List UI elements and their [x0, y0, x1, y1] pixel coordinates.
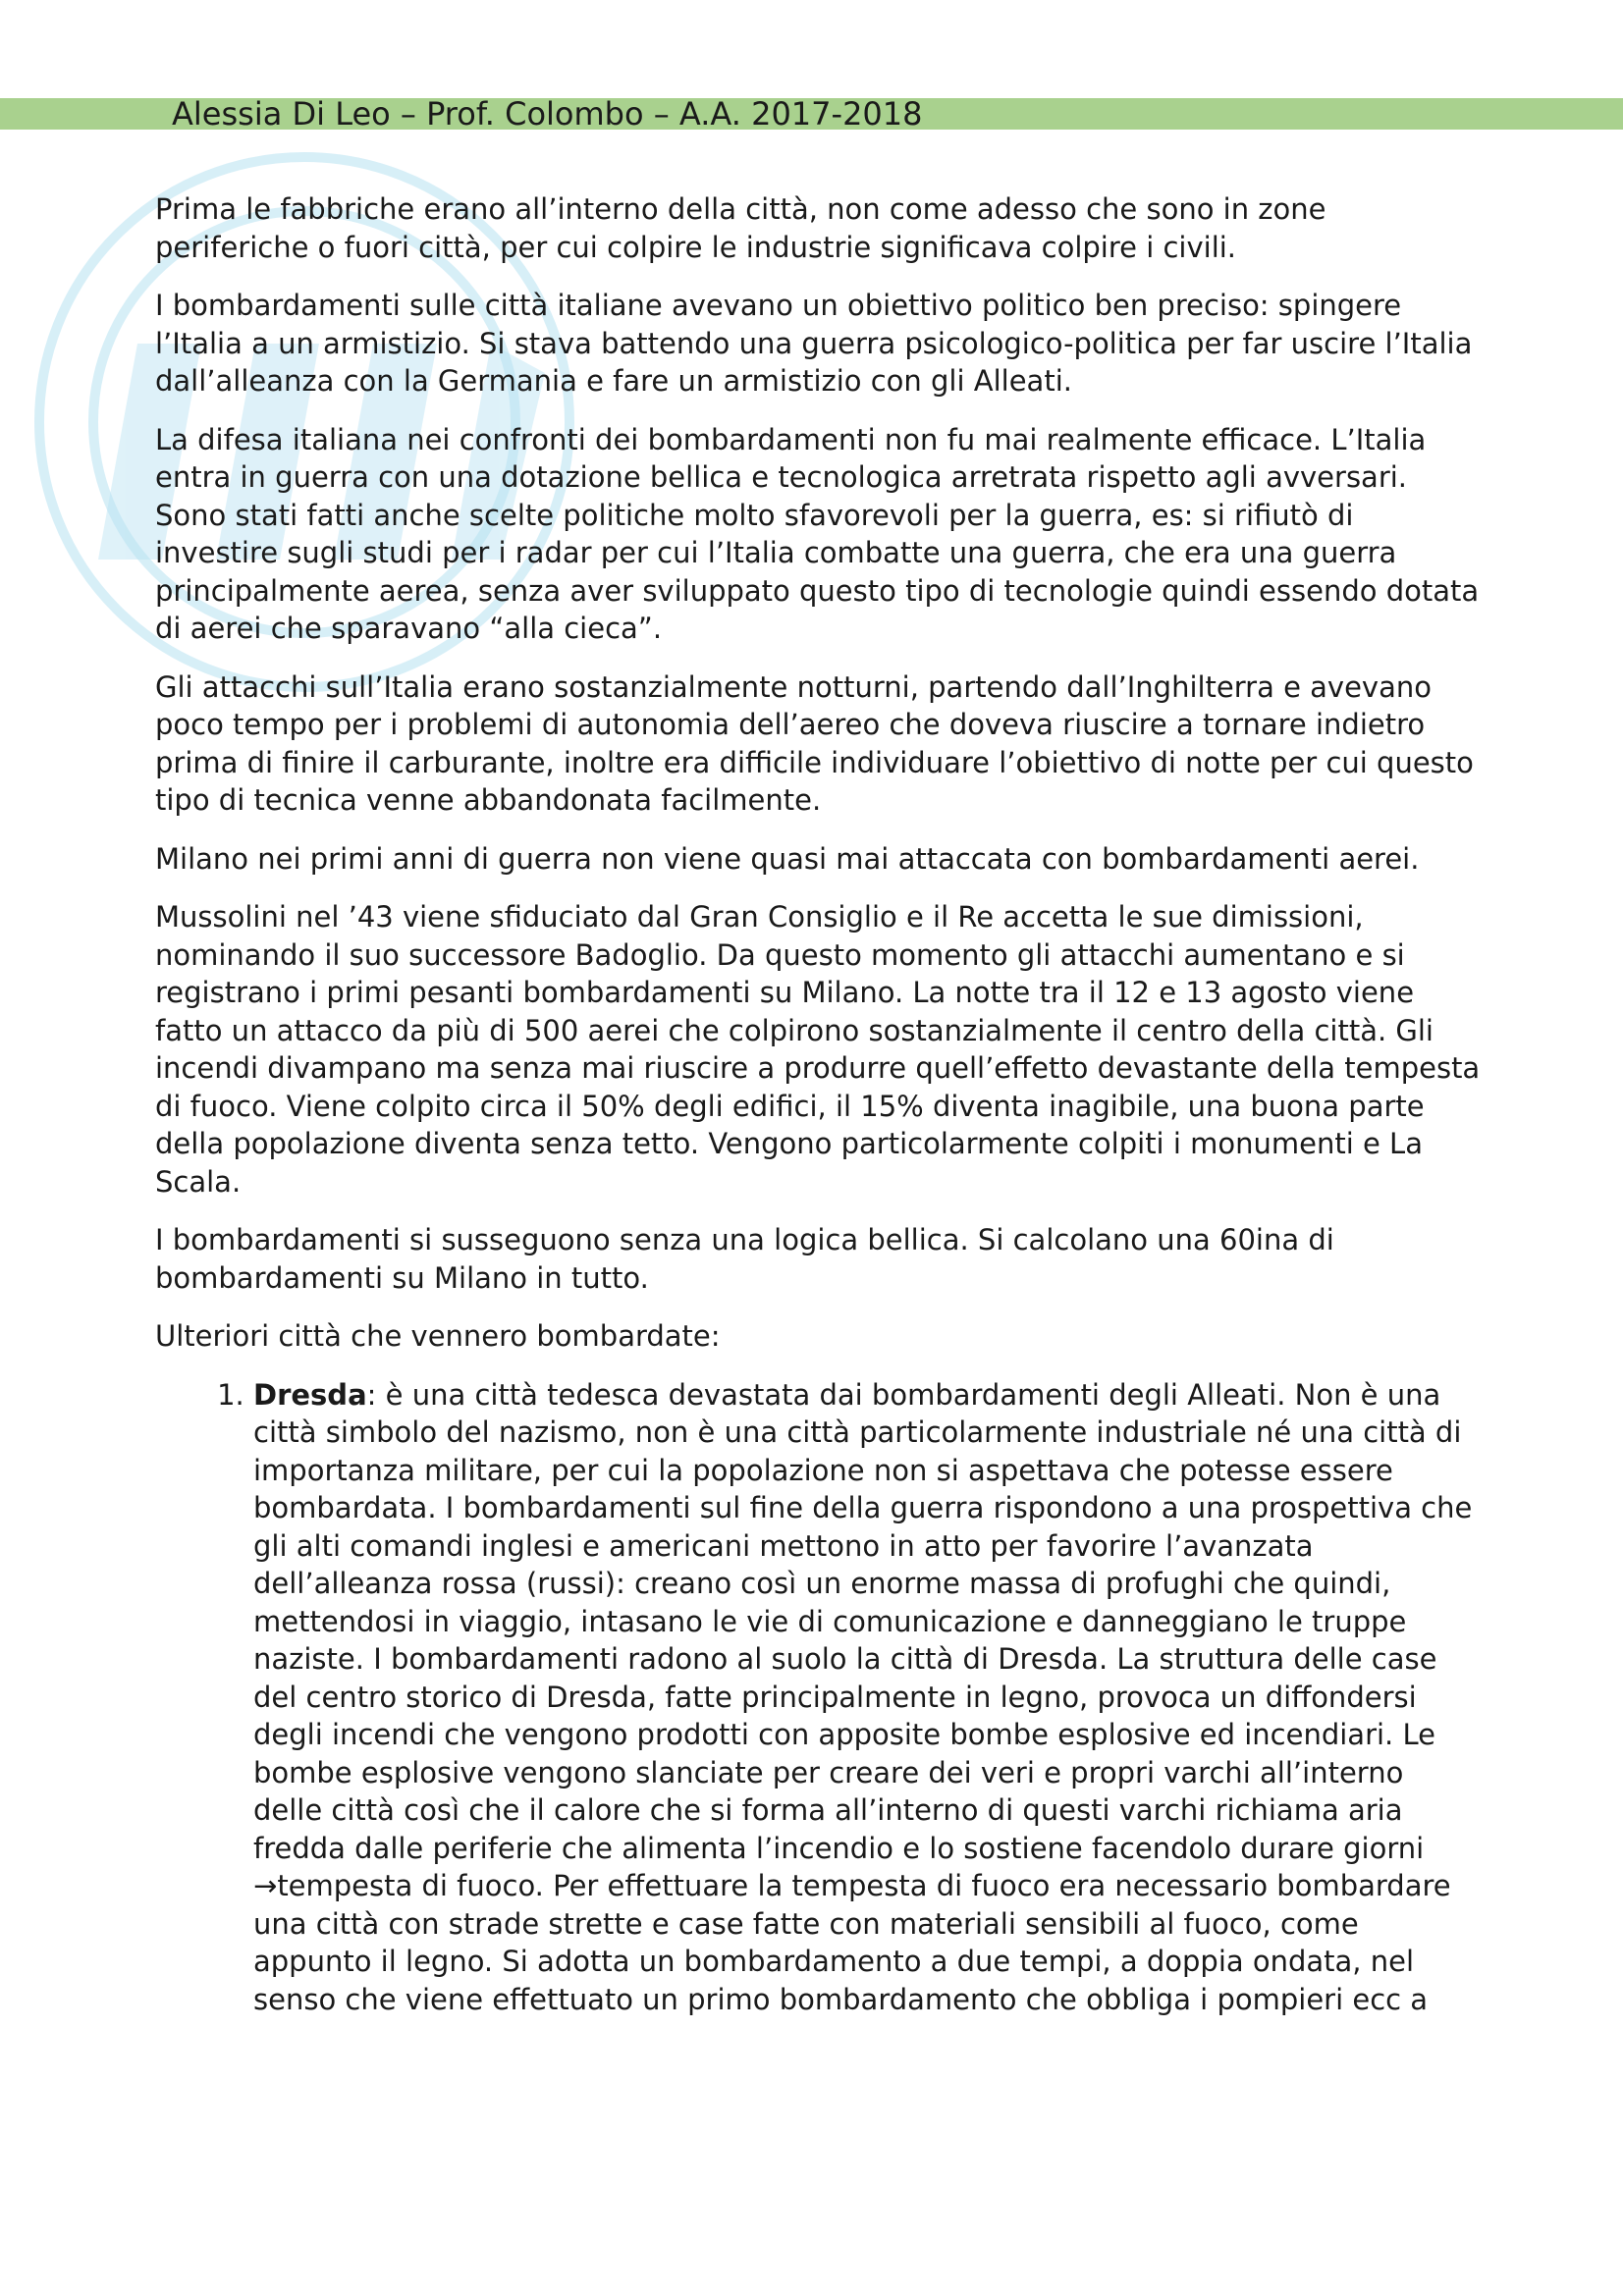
paragraph: Ulteriori città che vennero bombardate: — [155, 1319, 721, 1353]
list-item — [253, 1376, 1481, 2019]
list-item-term: Dresda — [253, 1377, 367, 1412]
header-author-course: Alessia Di Leo – Prof. Colombo – A.A. 2017-2018 — [172, 95, 923, 133]
numbered-list — [155, 1376, 1481, 2019]
document-body — [155, 190, 1481, 2018]
paragraph: Milano nei primi anni di guerra non viene quasi mai attaccata con bombardamenti aerei. — [155, 841, 1420, 876]
paragraph: Mussolini nel ’43 viene sfiduciato dal Gran Consiglio e il Re accetta le sue dimissioni, nominando il suo successore Badoglio. Da questo momento gli attacchi aumentano e si registrano i primi pesanti bombardamenti su Milano. La notte tra il 12 e 13 agosto viene fatto un attacco da più di 500 aerei che colpirono sostanzialmente il centro della città. Gli incendi divampano ma senza mai riuscire a produrre quell’effetto devastante della tempesta di fuoco. Viene colpito circa il 50% degli edifici, il 15% diventa inagibile, una buona parte della popolazione diventa senza tetto. Vengono particolarmente colpiti i monumenti e La Scala. — [155, 900, 1481, 1199]
paragraph: I bombardamenti si susseguono senza una logica bellica. Si calcolano una 60ina di bombardamenti su Milano in tutto. — [155, 1223, 1334, 1295]
arrow-icon: → — [253, 1869, 278, 1902]
list-item-text: : è una città tedesca devastata dai bombardamenti degli Alleati. Non è una città simbolo del nazismo, non è una città particolarmente industriale né una città di importanza militare, per cui la popolazione non si aspettava che potesse essere bombardata. I bombardamenti sul fine della guerra rispondono a una prospettiva che gli alti comandi inglesi e americani mettono in atto per favorire l’avanzata dell’alleanza rossa (russi): creano così un enorme massa di profughi che quindi, mettendosi in viaggio, intasano le vie di comunicazione e danneggiano le truppe naziste. I bombardamenti radono al suolo la città di Dresda. La struttura delle case del centro storico di Dresda, fatte principalmente in legno, provoca un diffondersi degli incendi che vengono prodotti con apposite bombe esplosive ed incendiari. Le bombe esplosive vengono slanciate per creare dei veri e propri varchi all’interno delle città così che il calore che si forma all’interno di questi varchi richiama aria fredda dalle periferie che alimenta l’incendio e lo sostiene facendolo durare giorni — [253, 1377, 1473, 1865]
list-item-text-continued: tempesta di fuoco. Per effettuare la tempesta di fuoco era necessario bombardare una città con strade strette e case fatte con materiali sensibili al fuoco, come appunto il legno. Si adotta un bombardamento a due tempi, a doppia ondata, nel senso che viene effettuato un primo bombardamento che obbliga i pompieri ecc a — [253, 1869, 1451, 2016]
paragraph: Prima le fabbriche erano all’interno della città, non come adesso che sono in zone periferiche o fuori città, per cui colpire le industrie significava colpire i civili. — [155, 192, 1326, 264]
paragraph: Gli attacchi sull’Italia erano sostanzialmente notturni, partendo dall’Inghilterra e avevano poco tempo per i problemi di autonomia dell’aereo che doveva riuscire a tornare indietro prima di finire il carburante, inoltre era difficile individuare l’obiettivo di notte per cui questo tipo di tecnica venne abbandonata facilmente. — [155, 669, 1474, 817]
paragraph: I bombardamenti sulle città italiane avevano un obiettivo politico ben preciso: spingere l’Italia a un armistizio. Si stava battendo una guerra psicologico-politica per far uscire l’Italia dall’alleanza con la Germania e fare un armistizio con gli Alleati. — [155, 289, 1473, 398]
paragraph: La difesa italiana nei confronti dei bombardamenti non fu mai realmente efficace. L’Italia entra in guerra con una dotazione bellica e tecnologica arretrata rispetto agli avversari. Sono stati fatti anche scelte politiche molto sfavorevoli per la guerra, es: si rifiutò di investire sugli studi per i radar per cui l’Italia combatte una guerra, che era una guerra principalmente aerea, senza aver sviluppato questo tipo di tecnologie quindi essendo dotata di aerei che sparavano “alla cieca”. — [155, 422, 1480, 645]
